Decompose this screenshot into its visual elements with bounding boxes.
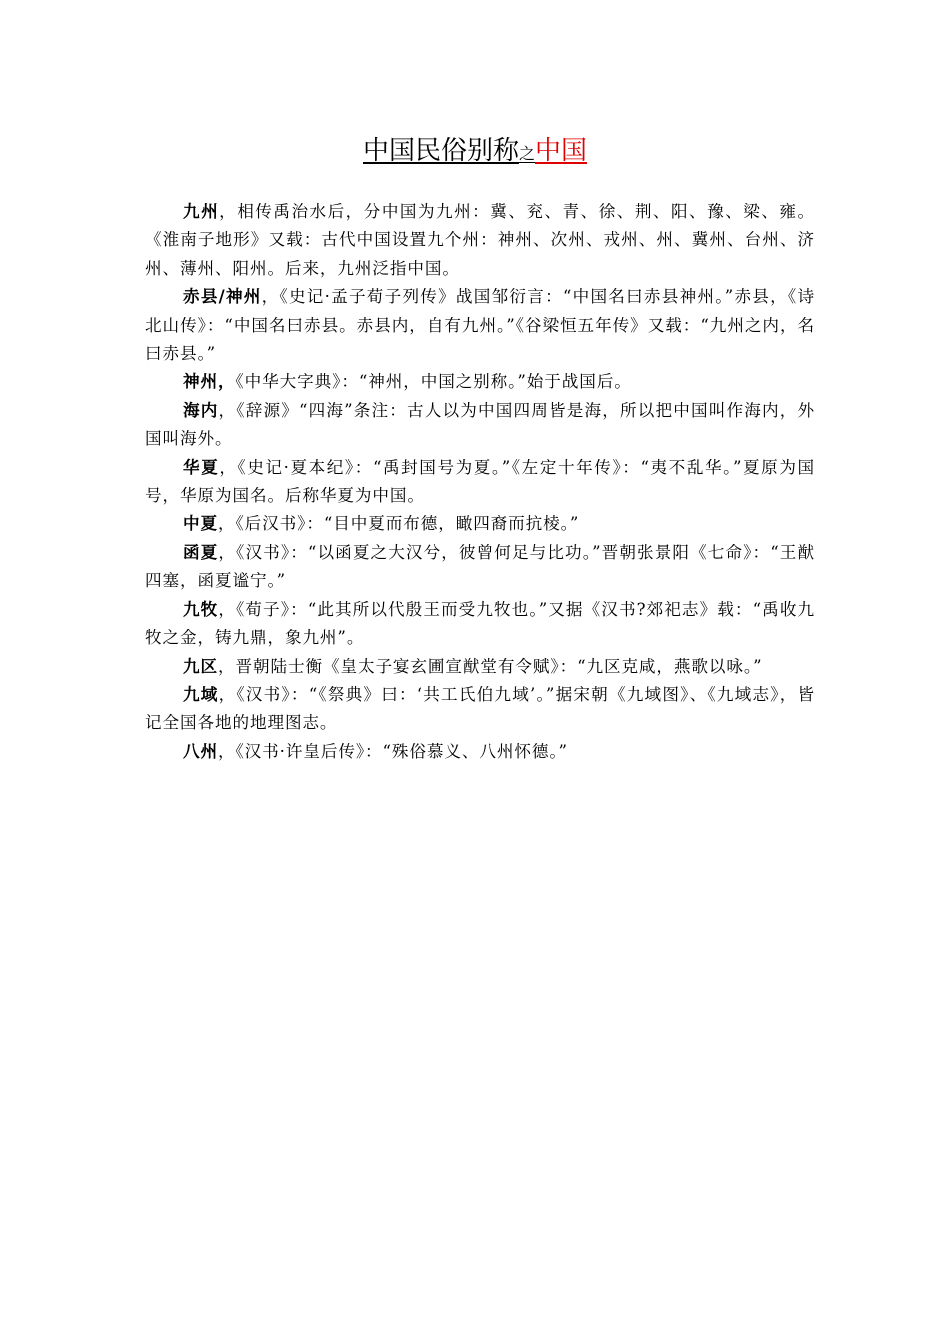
entry-text: ，晋朝陆士衡《皇太子宴玄圃宣猷堂有令赋》：“九区克咸，燕歌以咏。” [218,656,763,676]
entry-text: ，《史记·孟子荀子列传》战国邹衍言：“中国名曰赤县神州。”赤县，《诗北山传》：“中国名曰赤县。赤县内，自有九州。”《谷梁恒五年传》又载：“九州之内，名曰赤县。” [145,287,815,364]
entry-term: 九州 [183,202,220,221]
entry-paragraph [145,738,815,766]
entry-paragraph [145,539,815,596]
entry-term: 中夏 [183,514,218,534]
entry-text: ，《史记·夏本纪》：“禹封国号为夏。”《左定十年传》：“夷不乱华。”夏原为国号，华原为国名。后称华夏为中国。 [145,457,815,506]
entry-term: 赤县/神州 [183,287,262,307]
title-accent: 中国 [535,136,588,166]
entry-paragraph [145,283,815,368]
entry-text: ，《荀子》：“此其所以代殷王而受九牧也。”又据《汉书?郊祀志》载：“禹收九牧之金，铸九鼎，象九州”。 [145,599,815,648]
entry-term: 九域 [183,684,219,704]
entry-text: ，《汉书·许皇后传》：“殊俗慕义、八州怀德。” [218,741,568,761]
entry-paragraph [145,454,815,511]
entry-term: 九牧 [183,599,219,619]
entry-paragraph [145,397,815,454]
entry-term: 华夏 [183,457,220,477]
entry-paragraph [145,510,815,538]
entry-term: 函夏 [183,542,219,562]
entry-text: 《中华大字典》：“神州，中国之别称。”始于战国后。 [235,372,632,392]
entry-text: ，《汉书》：“以函夏之大汉兮，彼曾何足与比功。”晋朝张景阳《七命》：“王猷四塞，函夏谧宁。” [145,542,815,591]
entry-paragraph [145,368,815,396]
entry-text: ，《后汉书》：“目中夏而布德，瞰四裔而抗棱。” [218,514,580,534]
entry-paragraph [145,681,815,738]
entry-paragraph [145,653,815,681]
entry-text: ，《汉书》：“《祭典》曰：‘共工氏伯九域’。”据宋朝《九域图》、《九域志》，皆记全国各地的地理图志。 [145,684,815,733]
title-connector: 之 [518,144,535,163]
entry-term: 八州 [183,741,218,761]
entry-term: 神州， [183,372,236,392]
entry-text: ，相传禹治水后，分中国为九州：冀、兖、青、徐、荆、阳、豫、梁、雍。《淮南子地形》又载：古代中国设置九个州：神州、次州、戎州、州、冀州、台州、济州、薄州、阳州。后来，九州泛指中国。 [145,202,815,278]
entry-term: 海内 [183,400,219,420]
page-title [0,133,950,172]
entry-paragraph [145,198,815,283]
entry-text: ，《辞源》“四海”条注：古人以为中国四周皆是海，所以把中国叫作海内，外国叫海外。 [145,400,815,449]
title-main: 中国民俗别称 [362,136,519,166]
entry-paragraph [145,596,815,653]
document-body [145,198,815,766]
entry-term: 九区 [183,656,218,676]
